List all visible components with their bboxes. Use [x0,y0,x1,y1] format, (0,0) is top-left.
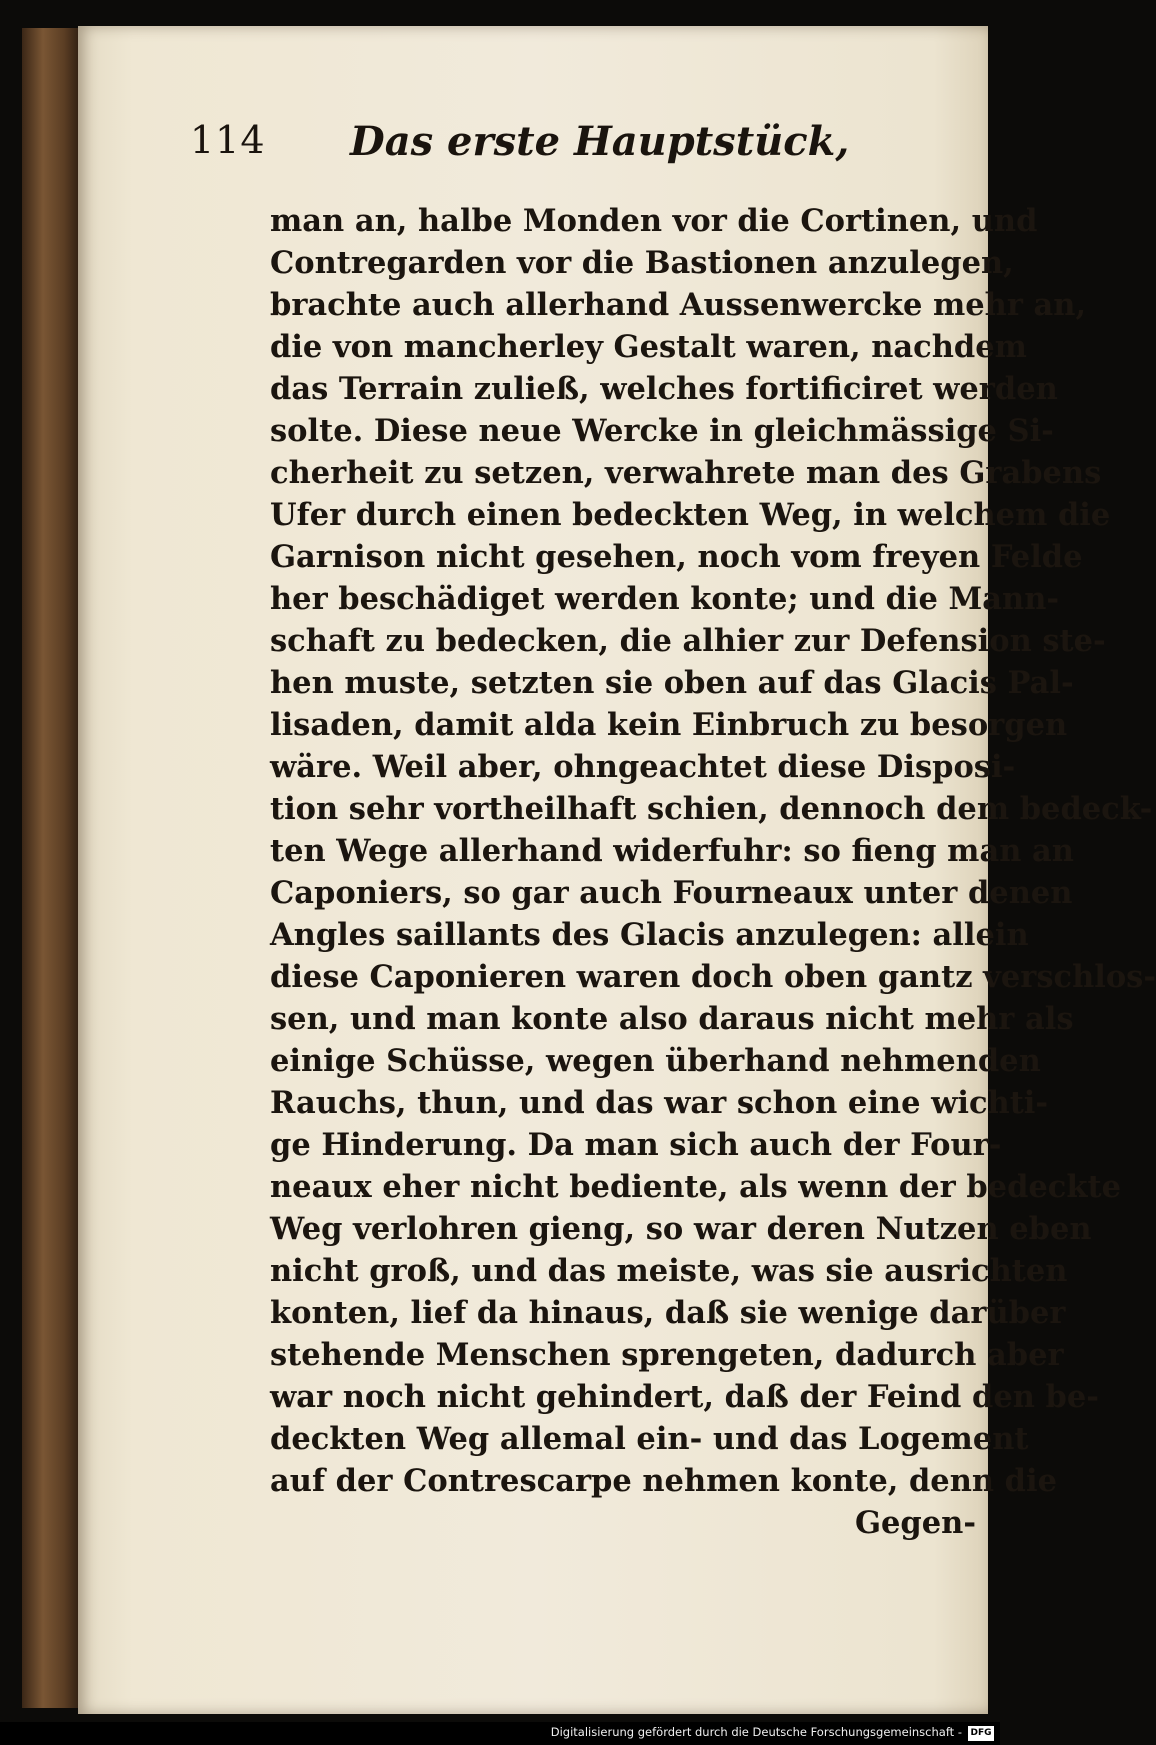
text-line: sen, und man konte also daraus nicht mehr als [270,1001,1074,1037]
text-line: Ufer durch einen bedeckten Weg, in welchem die [270,497,1111,533]
text-line: deckten Weg allemal ein- und das Logement [270,1421,1029,1457]
text-line: Garnison nicht gesehen, noch vom freyen Felde [270,539,1083,575]
funding-credit: Digitalisierung gefördert durch die Deutsche Forschungsgemeinschaft - [550,1725,962,1739]
book-edge [22,28,82,1708]
text-line: Angles saillants des Glacis anzulegen: allein [270,917,1029,953]
dfg-logo: DFG [968,1726,994,1741]
text-line: einige Schüsse, wegen überhand nehmenden [270,1043,1041,1079]
text-line: diese Caponieren waren doch oben gantz verschlos- [270,959,1156,995]
page-header [190,118,910,172]
text-line: das Terrain zuließ, welches fortificiret werden [270,371,1058,407]
text-line: stehende Menschen sprengeten, dadurch aber [270,1337,1064,1373]
digitization-footer [0,1722,1000,1745]
text-line: schaft zu bedecken, die alhier zur Defension ste- [270,623,1106,659]
text-line: her beschädiget werden konte; und die Mann- [270,581,1060,617]
text-line: konten, lief da hinaus, daß sie wenige darüber [270,1295,1066,1331]
text-line: die von mancherley Gestalt waren, nachdem [270,329,1027,365]
text-line: Weg verlohren gieng, so war deren Nutzen eben [270,1211,1092,1247]
text-line: Rauchs, thun, und das war schon eine wichti- [270,1085,1049,1121]
text-line: cherheit zu setzen, verwahrete man des Grabens [270,455,1102,491]
text-line: wäre. Weil aber, ohngeachtet diese Disposi- [270,749,1016,785]
catchword: Gegen- [854,1505,976,1541]
text-line: brachte auch allerhand Aussenwercke mehr an, [270,287,1087,323]
text-line: solte. Diese neue Wercke in gleichmässige Si- [270,413,1054,449]
text-line: Caponiers, so gar auch Fourneaux unter denen [270,875,1073,911]
text-line: tion sehr vortheilhaft schien, dennoch dem bedeck- [270,791,1153,827]
text-line: neaux eher nicht bediente, als wenn der bedeckte [270,1169,1122,1205]
text-line: war noch nicht gehindert, daß der Feind den be- [270,1379,1099,1415]
text-line: auf der Contrescarpe nehmen konte, denn die [270,1463,1057,1499]
text-line: ge Hinderung. Da man sich auch der Four- [270,1127,1002,1163]
text-line: hen muste, setzten sie oben auf das Glacis Pal- [270,665,1074,701]
running-title: Das erste Hauptstück, [350,118,850,165]
text-line: nicht groß, und das meiste, was sie ausrichten [270,1253,1068,1289]
text-line: lisaden, damit alda kein Einbruch zu besorgen [270,707,1068,743]
page-body-text [270,200,1156,1544]
page-number: 114 [190,118,266,162]
text-line: man an, halbe Monden vor die Cortinen, und [270,203,1038,239]
text-line: Contregarden vor die Bastionen anzulegen, [270,245,1014,281]
text-line: ten Wege allerhand widerfuhr: so fieng man an [270,833,1074,869]
